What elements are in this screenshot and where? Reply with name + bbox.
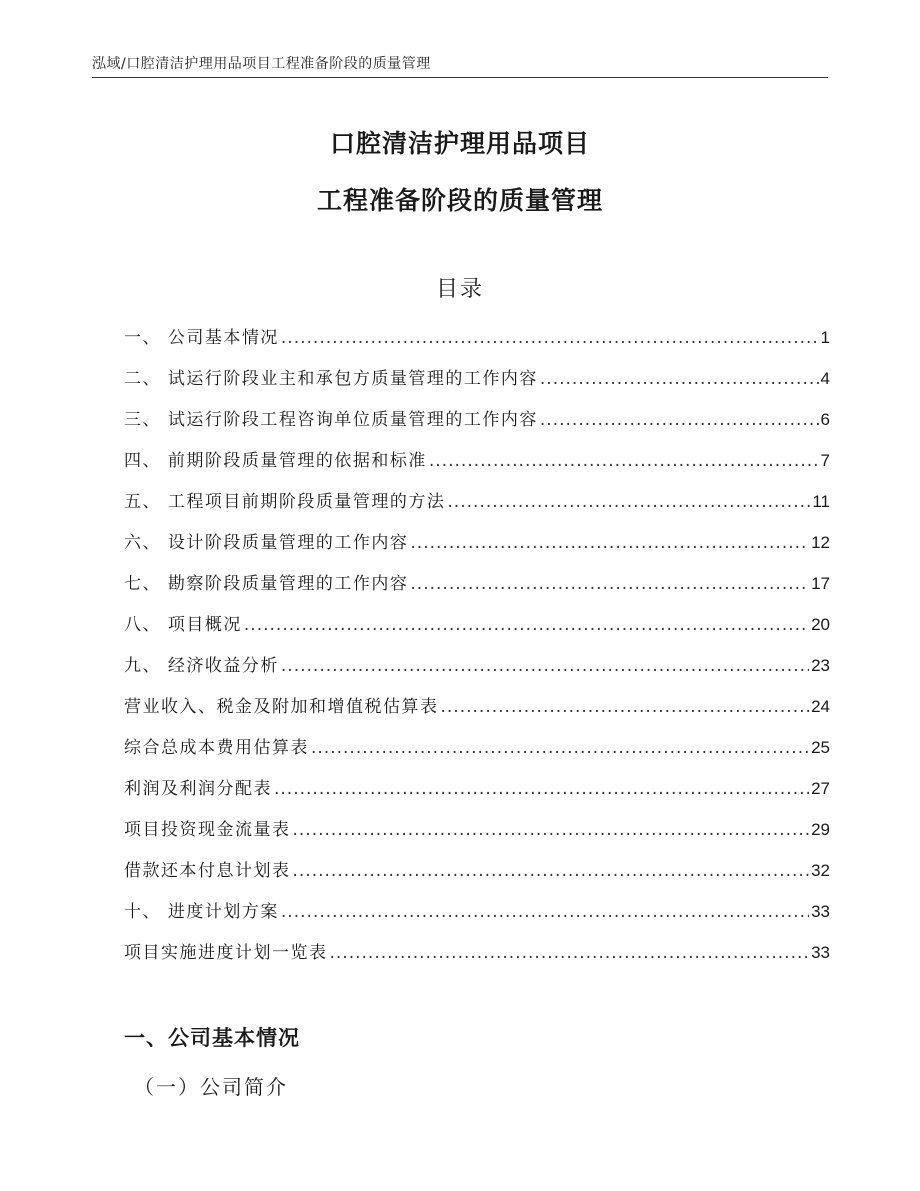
document-title-line-1: 口腔清洁护理用品项目: [329, 129, 590, 158]
toc-entry[interactable]: [124, 405, 830, 446]
toc-dot-leader: [410, 533, 809, 553]
toc-dot-leader: [293, 820, 810, 840]
toc-entry[interactable]: [124, 815, 830, 856]
toc-entry-label: 四、 前期阶段质量管理的依据和标准: [124, 451, 427, 471]
toc-entry-label: 项目投资现金流量表: [124, 820, 291, 840]
toc-dot-leader: [274, 779, 809, 799]
toc-entry-label: 九、 经济收益分析: [124, 656, 279, 676]
toc-entry[interactable]: [124, 487, 830, 528]
toc-entry-page: 11: [812, 492, 830, 511]
toc-entry[interactable]: [124, 446, 830, 487]
toc-entry-label: 二、 试运行阶段业主和承包方质量管理的工作内容: [124, 369, 538, 389]
toc-entry-label: 八、 项目概况: [124, 615, 242, 635]
toc-entry[interactable]: [124, 774, 830, 815]
toc-entry[interactable]: [124, 610, 830, 651]
toc-entry-page: 12: [811, 533, 830, 552]
toc-entry-page: 20: [811, 615, 830, 634]
toc-entry-label: 营业收入、税金及附加和增值税估算表: [124, 697, 439, 717]
toc-dot-leader: [540, 369, 819, 389]
toc-entry-page: 6: [820, 410, 830, 429]
toc-entry-label: 综合总成本费用估算表: [124, 738, 309, 758]
toc-entry[interactable]: [124, 938, 830, 979]
toc-entry-label: 十、 进度计划方案: [124, 902, 279, 922]
table-of-contents: [124, 323, 830, 979]
toc-dot-leader: [330, 943, 810, 963]
toc-entry-label: 六、 设计阶段质量管理的工作内容: [124, 533, 409, 553]
toc-entry-page: 4: [820, 369, 830, 388]
toc-entry-page: 27: [811, 779, 830, 798]
toc-entry-label: 五、 工程项目前期阶段质量管理的方法: [124, 492, 446, 512]
toc-entry-label: 三、 试运行阶段工程咨询单位质量管理的工作内容: [124, 410, 538, 430]
toc-entry-page: 29: [811, 820, 830, 839]
toc-entry[interactable]: [124, 569, 830, 610]
toc-dot-leader: [244, 615, 809, 635]
toc-entry[interactable]: [124, 364, 830, 405]
toc-dot-leader: [540, 410, 819, 430]
toc-dot-leader: [410, 574, 809, 594]
toc-entry[interactable]: [124, 733, 830, 774]
toc-entry-label: 项目实施进度计划一览表: [124, 943, 328, 963]
toc-entry-label: 一、 公司基本情况: [124, 328, 279, 348]
toc-entry-page: 23: [811, 656, 830, 675]
toc-entry-page: 1: [820, 328, 830, 347]
running-header: 泓域/口腔清洁护理用品项目工程准备阶段的质量管理: [92, 56, 431, 72]
toc-entry-label: 借款还本付息计划表: [124, 861, 291, 881]
toc-entry[interactable]: [124, 528, 830, 569]
header-divider: [92, 77, 828, 78]
toc-entry-page: 33: [811, 943, 830, 962]
toc-dot-leader: [293, 861, 810, 881]
toc-heading: 目录: [435, 277, 484, 302]
toc-entry[interactable]: [124, 692, 830, 733]
toc-entry-label: 七、 勘察阶段质量管理的工作内容: [124, 574, 409, 594]
subsection-heading: （一）公司简介: [134, 1075, 288, 1099]
toc-entry-label: 利润及利润分配表: [124, 779, 272, 799]
toc-entry-page: 7: [820, 451, 830, 470]
toc-entry-page: 25: [811, 738, 830, 757]
document-title-line-2: 工程准备阶段的质量管理: [316, 186, 603, 215]
toc-entry-page: 33: [811, 902, 830, 921]
toc-entry-page: 32: [811, 861, 830, 880]
toc-dot-leader: [429, 451, 819, 471]
toc-entry[interactable]: [124, 856, 830, 897]
toc-dot-leader: [447, 492, 810, 512]
toc-entry-page: 24: [811, 697, 830, 716]
toc-entry[interactable]: [124, 897, 830, 938]
section-heading: 一、公司基本情况: [124, 1026, 300, 1050]
toc-entry-page: 17: [811, 574, 830, 593]
toc-entry[interactable]: [124, 651, 830, 692]
toc-dot-leader: [311, 738, 809, 758]
toc-entry[interactable]: [124, 323, 830, 364]
toc-dot-leader: [441, 697, 810, 717]
toc-dot-leader: [281, 328, 819, 348]
toc-dot-leader: [281, 902, 809, 922]
toc-dot-leader: [281, 656, 809, 676]
